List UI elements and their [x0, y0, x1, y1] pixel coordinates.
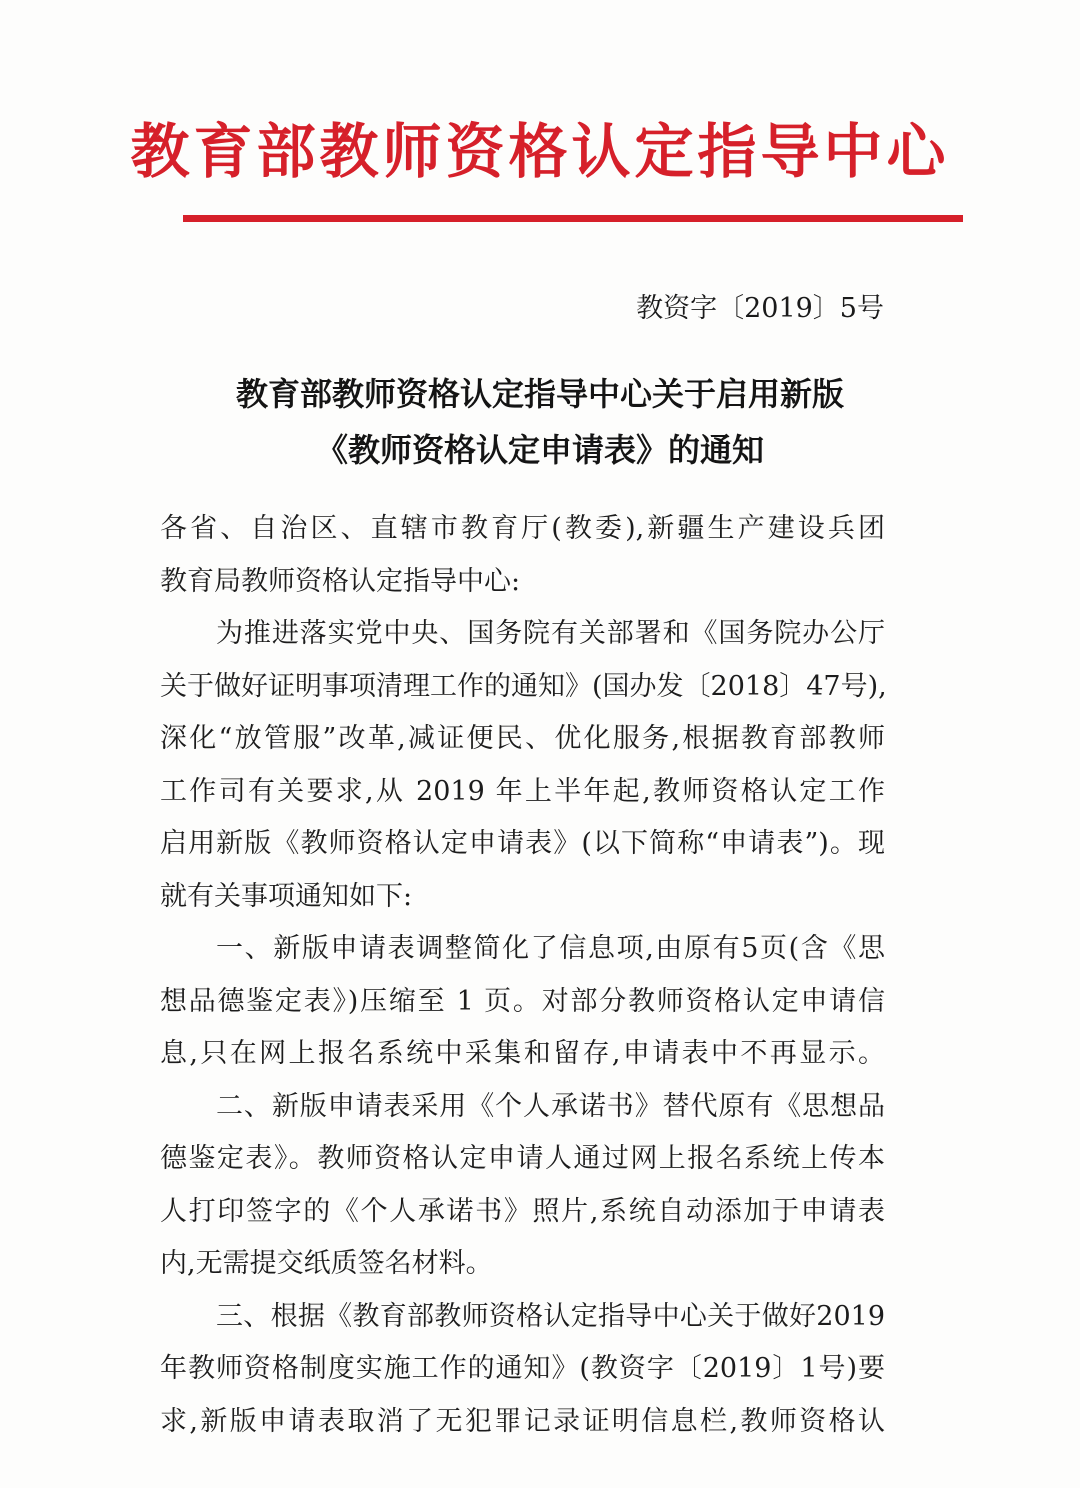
body-line: 各省、自治区、直辖市教育厅(教委),新疆生产建设兵团 [160, 513, 885, 544]
document-number: 教资字〔2019〕5号 [636, 293, 884, 324]
document-title-line-2: 《教师资格认定申请表》的通知 [315, 431, 764, 469]
body-line: 德鉴定表》。教师资格认定申请人通过网上报名系统上传本 [160, 1143, 885, 1174]
body-line: 二、新版申请表采用《个人承诺书》替代原有《思想品 [216, 1090, 885, 1122]
body-line: 工作司有关要求,从 2019 年上半年起,教师资格认定工作 [160, 775, 885, 807]
body-line: 三、根据《教育部教师资格认定指导中心关于做好2019 [216, 1300, 885, 1332]
letterhead-red-rule [183, 215, 963, 222]
letterhead-org-name: 教育部教师资格认定指导中心 [130, 117, 950, 186]
body-line: 年教师资格制度实施工作的通知》(教资字〔2019〕1号)要 [160, 1353, 885, 1384]
body-line: 启用新版《教师资格认定申请表》(以下简称“申请表”)。现 [160, 828, 885, 859]
body-line: 为推进落实党中央、国务院有关部署和《国务院办公厅 [216, 618, 885, 649]
body-line: 息,只在网上报名系统中采集和留存,申请表中不再显示。 [160, 1038, 885, 1069]
body-line: 深化“放管服”改革,减证便民、优化服务,根据教育部教师 [160, 723, 885, 754]
document-title-line-1: 教育部教师资格认定指导中心关于启用新版 [235, 375, 844, 413]
body-line: 人打印签字的《个人承诺书》照片,系统自动添加于申请表 [160, 1195, 885, 1227]
body-line: 想品德鉴定表》)压缩至 1 页。对部分教师资格认定申请信 [160, 985, 885, 1017]
body-line: 就有关事项通知如下: [160, 880, 413, 912]
document-title [0, 366, 1080, 478]
body-line: 内,无需提交纸质签名材料。 [160, 1248, 493, 1279]
body-line: 求,新版申请表取消了无犯罪记录证明信息栏,教师资格认 [160, 1405, 885, 1437]
body-line: 教育局教师资格认定指导中心: [160, 565, 521, 597]
document-body [160, 503, 885, 1448]
body-line: 关于做好证明事项清理工作的通知》(国办发〔2018〕47号), [160, 670, 887, 702]
body-line: 一、新版申请表调整简化了信息项,由原有5页(含《思 [216, 933, 885, 964]
